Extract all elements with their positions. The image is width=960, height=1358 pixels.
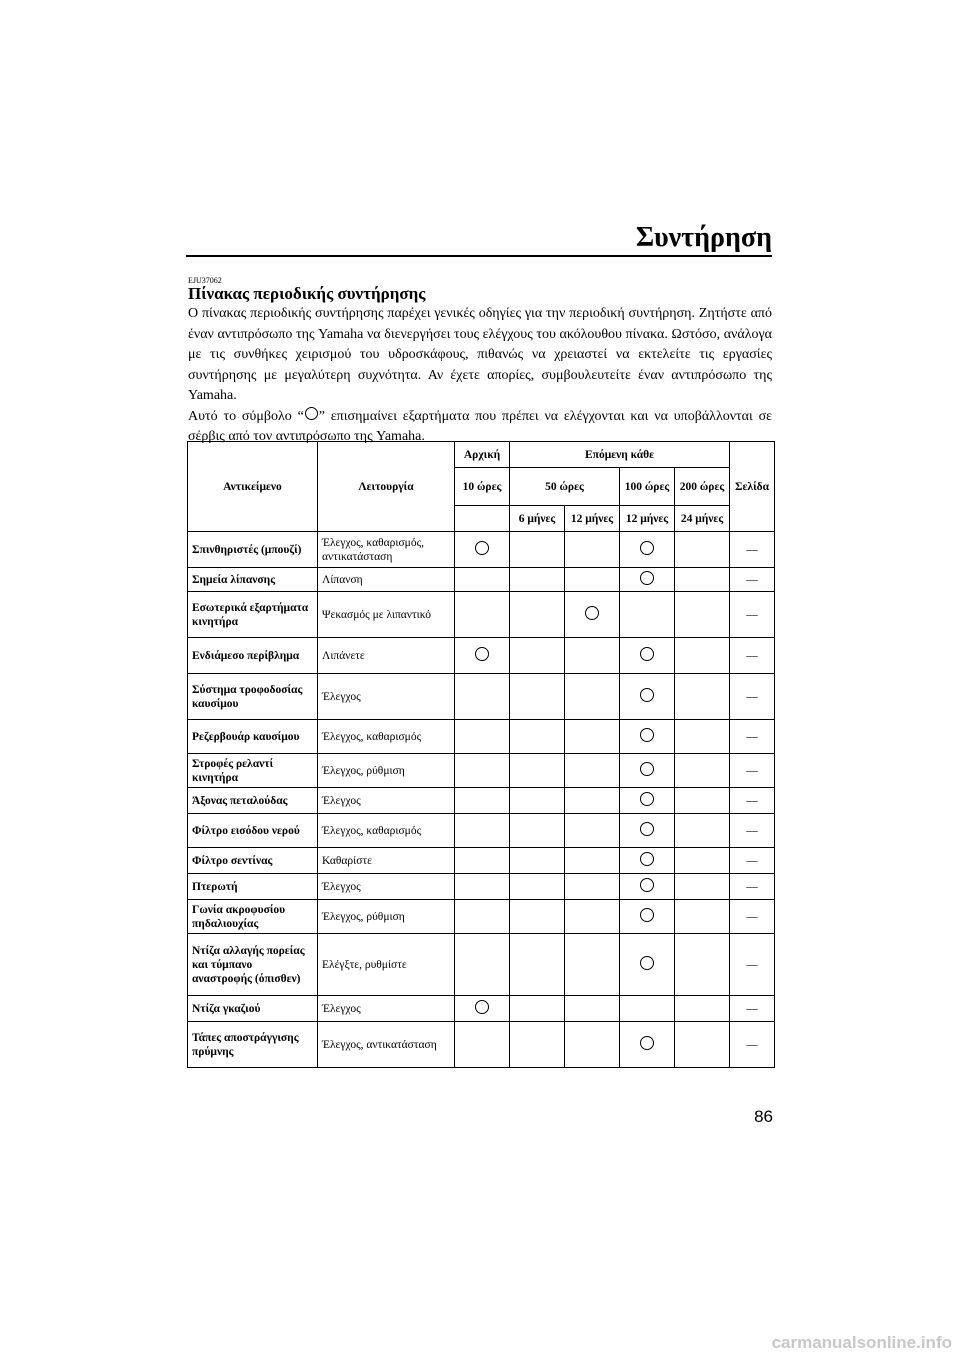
row-page: — (730, 814, 775, 848)
interval-cell (620, 568, 675, 592)
maintenance-schedule-table (187, 441, 775, 1068)
row-page: — (730, 532, 775, 568)
row-page: — (730, 674, 775, 720)
table-row (188, 674, 775, 720)
table-row (188, 934, 775, 996)
table-row (188, 996, 775, 1022)
interval-cell (455, 638, 510, 674)
table-row (188, 900, 775, 934)
interval-cell (455, 996, 510, 1022)
interval-cell (455, 874, 510, 900)
interval-cell (510, 720, 565, 754)
row-item: Στροφές ρελαντί κινητήρα (188, 754, 318, 788)
row-page: — (730, 788, 775, 814)
interval-cell (565, 848, 620, 874)
column-header-operation: Λειτουργία (318, 442, 455, 532)
interval-cell (455, 592, 510, 638)
schedule-table-body (188, 532, 775, 1068)
circle-mark-icon (640, 541, 654, 555)
interval-cell (675, 934, 730, 996)
intro-text (188, 304, 772, 448)
circle-mark-icon (640, 956, 654, 970)
row-operation: Έλεγχος (318, 874, 455, 900)
table-row (188, 638, 775, 674)
interval-cell (510, 996, 565, 1022)
row-item: Φίλτρο εισόδου νερού (188, 814, 318, 848)
table-row (188, 720, 775, 754)
row-item: Ενδιάμεσο περίβλημα (188, 638, 318, 674)
interval-cell (620, 592, 675, 638)
column-header-hours-10: 10 ώρες (455, 468, 510, 506)
interval-cell (620, 848, 675, 874)
circle-mark-icon (640, 688, 654, 702)
row-page: — (730, 638, 775, 674)
column-header-blank (455, 506, 510, 532)
interval-cell (675, 638, 730, 674)
interval-cell (510, 638, 565, 674)
page-header-title: Συντήρηση (635, 222, 772, 253)
interval-cell (675, 720, 730, 754)
interval-cell (455, 934, 510, 996)
column-header-hours-50: 50 ώρες (510, 468, 620, 506)
row-page: — (730, 568, 775, 592)
interval-cell (510, 934, 565, 996)
circle-symbol-icon (305, 407, 318, 420)
intro-paragraph-1: Ο πίνακας περιοδικής συντήρησης παρέχει γενικές οδηγίες για την περιοδική συντήρηση. Ζητήστε από έναν αντιπρόσωπο της Yamaha να διενεργήσει τους ελέγχους του ακόλουθου πίνακα. Ωστόσο, ανάλογα με τις συνθήκες χειρισμού του υδροσκάφους, πιθανώς να χρειαστεί να εκτελείτε τις εργασίες συντήρησης με μεγαλύτερη συχνότητα. Αν έχετε απορίες, συμβουλευτείτε έναν αντιπρόσωπο της Yamaha. (188, 306, 772, 403)
interval-cell (565, 1022, 620, 1068)
interval-cell (455, 1022, 510, 1068)
interval-cell (510, 874, 565, 900)
watermark: carmanualsonline.info (771, 1333, 952, 1352)
circle-mark-icon (475, 1000, 489, 1014)
row-item: Εσωτερικά εξαρτήματα κινητήρα (188, 592, 318, 638)
circle-mark-icon (475, 541, 489, 555)
interval-cell (455, 568, 510, 592)
circle-mark-icon (640, 878, 654, 892)
column-header-hours-100: 100 ώρες (620, 468, 675, 506)
table-row (188, 1022, 775, 1068)
column-header-months-12a: 12 μήνες (565, 506, 620, 532)
circle-mark-icon (640, 762, 654, 776)
interval-cell (675, 788, 730, 814)
table-row (188, 788, 775, 814)
interval-cell (675, 900, 730, 934)
interval-cell (620, 638, 675, 674)
row-page: — (730, 754, 775, 788)
interval-cell (455, 788, 510, 814)
row-page: — (730, 592, 775, 638)
column-header-months-12b: 12 μήνες (620, 506, 675, 532)
interval-cell (510, 814, 565, 848)
circle-mark-icon (475, 647, 489, 661)
table-row (188, 592, 775, 638)
interval-cell (455, 532, 510, 568)
column-header-page: Σελίδα (730, 442, 775, 532)
interval-cell (675, 996, 730, 1022)
column-header-next-every: Επόμενη κάθε (510, 442, 730, 468)
interval-cell (455, 900, 510, 934)
row-page: — (730, 848, 775, 874)
interval-cell (455, 720, 510, 754)
interval-cell (565, 568, 620, 592)
row-operation: Έλεγχος, καθαρισμός (318, 814, 455, 848)
interval-cell (565, 720, 620, 754)
row-page: — (730, 996, 775, 1022)
column-header-months-6: 6 μήνες (510, 506, 565, 532)
interval-cell (675, 592, 730, 638)
interval-cell (510, 848, 565, 874)
row-item: Άξονας πεταλούδας (188, 788, 318, 814)
interval-cell (455, 674, 510, 720)
row-page: — (730, 900, 775, 934)
intro-paragraph-2-end: ” επισημαίνει εξαρτήματα που πρέπει να ελέγχονται και να υποβάλλονται σε σέρβις από τον αντιπρόσωπο της Yamaha. (188, 408, 773, 444)
table-row (188, 568, 775, 592)
row-page: — (730, 874, 775, 900)
column-header-initial: Αρχική (455, 442, 510, 468)
interval-cell (620, 874, 675, 900)
interval-cell (620, 814, 675, 848)
row-operation: Έλεγχος, καθαρισμός (318, 720, 455, 754)
interval-cell (675, 848, 730, 874)
interval-cell (620, 934, 675, 996)
row-item: Ντίζα αλλαγής πορείας και τύμπανο αναστροφής (όπισθεν) (188, 934, 318, 996)
header-divider (186, 255, 772, 257)
interval-cell (455, 848, 510, 874)
interval-cell (510, 568, 565, 592)
circle-mark-icon (640, 571, 654, 585)
row-page: — (730, 720, 775, 754)
interval-cell (565, 874, 620, 900)
interval-cell (565, 996, 620, 1022)
row-operation: Έλεγχος (318, 674, 455, 720)
interval-cell (675, 568, 730, 592)
row-operation: Έλεγχος (318, 788, 455, 814)
section-heading: Πίνακας περιοδικής συντήρησης (188, 284, 426, 303)
interval-cell (675, 754, 730, 788)
document-code: EJU37062 (188, 276, 222, 285)
interval-cell (620, 996, 675, 1022)
circle-mark-icon (640, 822, 654, 836)
row-item: Ντίζα γκαζιού (188, 996, 318, 1022)
interval-cell (510, 674, 565, 720)
row-page: — (730, 934, 775, 996)
interval-cell (620, 1022, 675, 1068)
row-operation: Λίπανση (318, 568, 455, 592)
interval-cell (565, 592, 620, 638)
row-operation: Έλεγχος, ρύθμιση (318, 900, 455, 934)
interval-cell (675, 532, 730, 568)
column-header-item: Αντικείμενο (188, 442, 318, 532)
table-row (188, 532, 775, 568)
page-number: 86 (754, 1107, 773, 1126)
interval-cell (620, 788, 675, 814)
row-item: Γωνία ακροφυσίου πηδαλιουχίας (188, 900, 318, 934)
table-row (188, 848, 775, 874)
row-item: Σπινθηριστές (μπουζί) (188, 532, 318, 568)
circle-mark-icon (640, 1036, 654, 1050)
interval-cell (675, 1022, 730, 1068)
circle-mark-icon (640, 647, 654, 661)
interval-cell (510, 532, 565, 568)
row-item: Σύστημα τροφοδοσίας καυσίμου (188, 674, 318, 720)
row-operation: Έλεγχος, αντικατάσταση (318, 1022, 455, 1068)
interval-cell (455, 754, 510, 788)
interval-cell (675, 814, 730, 848)
row-item: Τάπες αποστράγγισης πρύμνης (188, 1022, 318, 1068)
interval-cell (510, 900, 565, 934)
table-row (188, 814, 775, 848)
circle-mark-icon (640, 908, 654, 922)
interval-cell (675, 874, 730, 900)
row-operation: Καθαρίστε (318, 848, 455, 874)
interval-cell (455, 814, 510, 848)
interval-cell (620, 532, 675, 568)
interval-cell (565, 754, 620, 788)
row-operation: Έλεγχος, καθαρισμός, αντικατάσταση (318, 532, 455, 568)
interval-cell (620, 674, 675, 720)
row-item: Φίλτρο σεντίνας (188, 848, 318, 874)
row-operation: Έλεγχος (318, 996, 455, 1022)
interval-cell (620, 720, 675, 754)
circle-mark-icon (640, 792, 654, 806)
interval-cell (675, 674, 730, 720)
interval-cell (565, 532, 620, 568)
column-header-hours-200: 200 ώρες (675, 468, 730, 506)
interval-cell (510, 788, 565, 814)
interval-cell (565, 814, 620, 848)
circle-mark-icon (640, 852, 654, 866)
interval-cell (565, 788, 620, 814)
interval-cell (565, 638, 620, 674)
interval-cell (565, 900, 620, 934)
row-operation: Ελέγξτε, ρυθμίστε (318, 934, 455, 996)
row-item: Σημεία λίπανσης (188, 568, 318, 592)
table-row (188, 874, 775, 900)
interval-cell (510, 1022, 565, 1068)
row-item: Ρεζερβουάρ καυσίμου (188, 720, 318, 754)
table-row (188, 754, 775, 788)
interval-cell (565, 934, 620, 996)
circle-mark-icon (640, 728, 654, 742)
row-operation: Ψεκασμός με λιπαντικό (318, 592, 455, 638)
intro-paragraph-2-start: Αυτό το σύμβολο “ (188, 408, 304, 424)
circle-mark-icon (585, 606, 599, 620)
column-header-months-24: 24 μήνες (675, 506, 730, 532)
interval-cell (620, 900, 675, 934)
row-operation: Λιπάνετε (318, 638, 455, 674)
row-page: — (730, 1022, 775, 1068)
row-operation: Έλεγχος, ρύθμιση (318, 754, 455, 788)
row-item: Πτερωτή (188, 874, 318, 900)
interval-cell (510, 754, 565, 788)
interval-cell (565, 674, 620, 720)
interval-cell (510, 592, 565, 638)
interval-cell (620, 754, 675, 788)
